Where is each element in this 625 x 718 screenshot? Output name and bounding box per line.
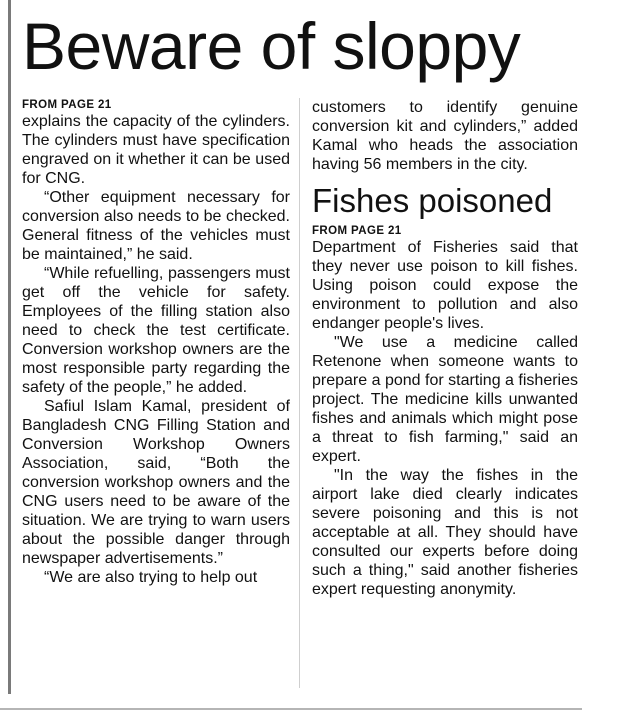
article1-paragraph: “Other equipment necessary for conversion also needs to be checked. General fitness of the vehicles must be maintained,” he said.: [22, 189, 290, 263]
article2-paragraph: "In the way the fishes in the airport lake died clearly indicates severe poisoning and this is not acceptable at all. They should have consulted our experts before doing such a thing," said another fisheries expert requesting anonymity.: [312, 467, 578, 598]
page-left-rule: [8, 0, 11, 694]
article1-left-column: [22, 98, 290, 587]
article1-paragraph: “While refuelling, passengers must get off the vehicle for safety. Employees of the filling station also need to check the test certificate. Conversion workshop owners are the most responsible party regarding the safety of the people,” he added.: [22, 265, 290, 396]
right-column: [312, 98, 578, 599]
column-divider: [299, 98, 300, 688]
article2-paragraph: Department of Fisheries said that they never use poison to kill fishes. Using poison could expose the environment to pollution and also endanger people's lives.: [312, 239, 578, 332]
article2-from-page: FROM PAGE 21: [312, 225, 402, 237]
page-headline: Beware of sloppy: [22, 9, 521, 83]
article1-from-page: FROM PAGE 21: [22, 99, 112, 111]
article1-paragraph: Safiul Islam Kamal, president of Bangladesh CNG Filling Station and Conversion Workshop Owners Association, said, “Both the conversion workshop owners and the CNG users need to be aware of the situation. We are trying to warn users about the possible danger through newspaper advertisements.”: [22, 398, 290, 567]
article1-paragraph: “We are also trying to help out: [44, 569, 258, 586]
article2-title: Fishes poisoned: [312, 182, 553, 219]
article1-continuation: customers to identify genuine conversion kit and cylinders,” added Kamal who heads the association having 56 members in the city.: [312, 99, 578, 173]
article1-paragraph: explains the capacity of the cylinders. The cylinders must have specification engraved on it whether it can be used for CNG.: [22, 113, 290, 187]
page-bottom-rule: [0, 708, 582, 710]
article2-paragraph: "We use a medicine called Retenone when someone wants to prepare a pond for starting a fisheries project. The medicine kills unwanted fishes and animals which might pose a threat to fish farming," said an expert.: [312, 334, 578, 465]
